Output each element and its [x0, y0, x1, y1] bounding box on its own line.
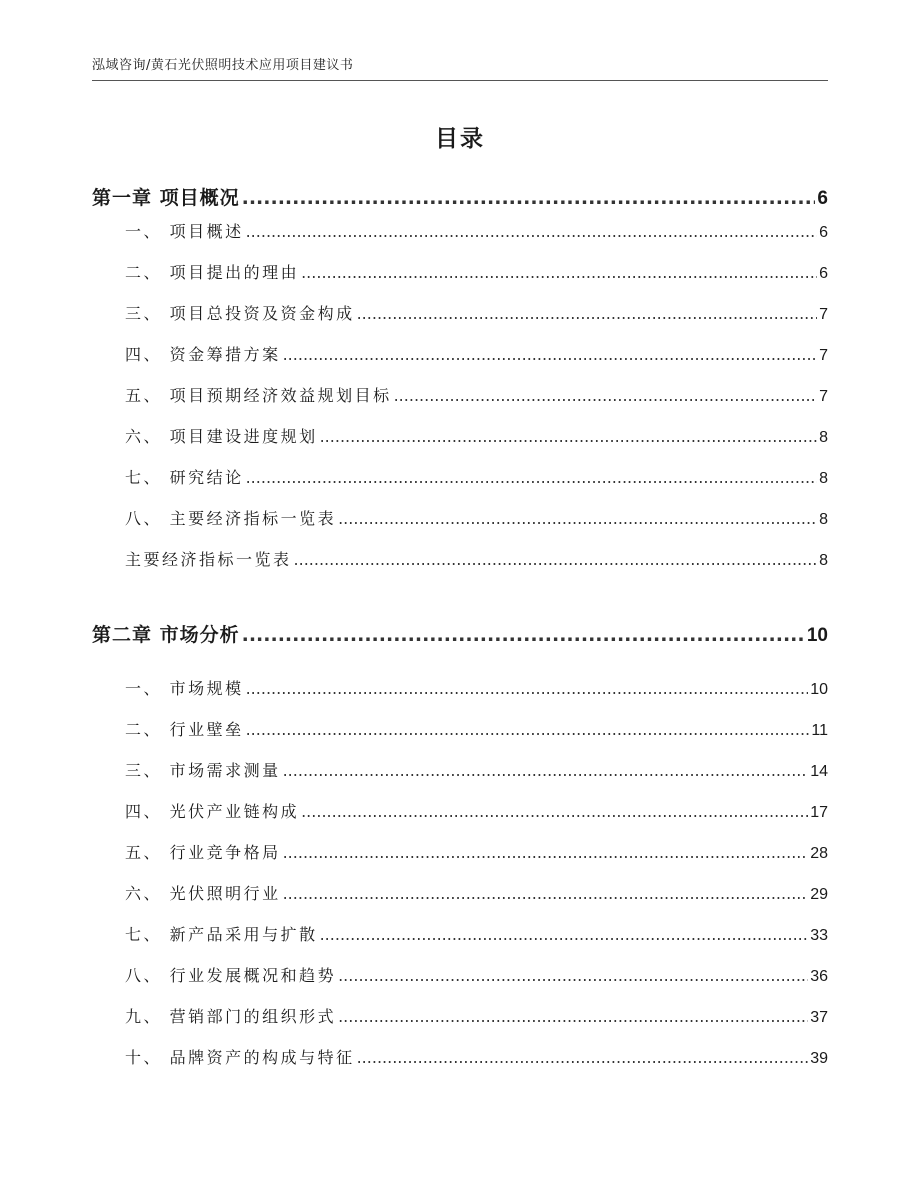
dot-leader — [294, 550, 818, 569]
toc-entry-section[interactable] — [125, 547, 828, 570]
toc-page-number: 7 — [819, 347, 828, 364]
toc-entry-section[interactable] — [125, 1045, 828, 1068]
toc-page-number: 6 — [819, 224, 828, 241]
toc-entry-label: 主要经济指标一览表 — [125, 550, 292, 569]
dot-leader — [320, 427, 818, 446]
dot-leader — [301, 802, 808, 821]
dot-leader — [283, 884, 809, 903]
toc-page-number: 29 — [810, 886, 828, 903]
toc-entry-section[interactable] — [125, 1004, 828, 1027]
toc-entry-label: 四、 光伏产业链构成 — [125, 802, 300, 821]
toc-entry-label: 一、 项目概述 — [125, 222, 244, 241]
toc-entry-section[interactable] — [125, 881, 828, 904]
dot-leader — [338, 966, 808, 985]
dot-leader — [246, 720, 810, 739]
toc-entry-label: 六、 项目建设进度规划 — [125, 427, 318, 446]
toc-entry-section[interactable] — [125, 676, 828, 699]
toc-page-number: 8 — [819, 429, 828, 446]
toc-entry-section[interactable] — [125, 840, 828, 863]
toc-page-number: 8 — [819, 552, 828, 569]
toc-entry-label: 七、 新产品采用与扩散 — [125, 925, 318, 944]
toc-entry-label: 四、 资金筹措方案 — [125, 345, 281, 364]
toc-entry-label: 五、 行业竞争格局 — [125, 843, 281, 862]
dot-leader — [301, 263, 817, 282]
dot-leader — [283, 761, 809, 780]
toc-entry-section[interactable] — [125, 424, 828, 447]
dot-leader — [338, 1007, 808, 1026]
dot-leader — [283, 843, 809, 862]
dot-leader — [320, 925, 809, 944]
toc-entry-label: 九、 营销部门的组织形式 — [125, 1007, 337, 1026]
toc-page-number: 28 — [810, 845, 828, 862]
toc-entry-label: 三、 项目总投资及资金构成 — [125, 304, 355, 323]
toc-page-number: 8 — [819, 511, 828, 528]
toc-entry-section[interactable] — [125, 219, 828, 242]
toc-page-number: 17 — [810, 804, 828, 821]
toc-page-number: 7 — [819, 388, 828, 405]
dot-leader — [246, 222, 818, 241]
header-divider — [92, 80, 828, 81]
toc-page-number: 10 — [806, 625, 828, 646]
toc-entry-label: 五、 项目预期经济效益规划目标 — [125, 386, 392, 405]
toc-entry-label: 二、 项目提出的理由 — [125, 263, 300, 282]
toc-entry-label: 十、 品牌资产的构成与特征 — [125, 1048, 355, 1067]
toc-entry-label: 八、 主要经济指标一览表 — [125, 509, 337, 528]
toc-page-number: 6 — [819, 265, 828, 282]
toc-entry-label: 三、 市场需求测量 — [125, 761, 281, 780]
toc-entry-section[interactable] — [125, 506, 828, 529]
toc-entry-section[interactable] — [125, 963, 828, 986]
toc-page-number: 8 — [819, 470, 828, 487]
toc-page-number: 10 — [810, 681, 828, 698]
toc-entry-section[interactable] — [125, 922, 828, 945]
running-header: 泓域咨询/黄石光伏照明技术应用项目建议书 — [92, 58, 354, 73]
toc-entry-chapter[interactable] — [92, 183, 828, 210]
toc-page-number: 37 — [810, 1009, 828, 1026]
toc-entry-section[interactable] — [125, 342, 828, 365]
dot-leader — [357, 304, 818, 323]
toc-page-number: 39 — [810, 1050, 828, 1067]
toc-entry-label: 八、 行业发展概况和趋势 — [125, 966, 337, 985]
dot-leader — [357, 1048, 809, 1067]
dot-leader — [242, 187, 816, 209]
toc-entry-section[interactable] — [125, 717, 828, 740]
toc-page-number: 36 — [810, 968, 828, 985]
toc-entry-section[interactable] — [125, 799, 828, 822]
toc-entry-section[interactable] — [125, 260, 828, 283]
toc-page-number: 14 — [810, 763, 828, 780]
dot-leader — [246, 468, 818, 487]
toc-entry-section[interactable] — [125, 301, 828, 324]
dot-leader — [394, 386, 818, 405]
dot-leader — [242, 624, 805, 646]
toc-page-number: 7 — [819, 306, 828, 323]
toc-title: 目录 — [435, 126, 485, 152]
toc-page-number: 11 — [811, 722, 828, 739]
toc-entry-section[interactable] — [125, 758, 828, 781]
toc-entry-label: 一、 市场规模 — [125, 679, 244, 698]
toc-page-number: 6 — [817, 188, 828, 209]
toc-entry-label: 第一章 项目概况 — [92, 187, 240, 209]
toc-entry-label: 六、 光伏照明行业 — [125, 884, 281, 903]
dot-leader — [338, 509, 817, 528]
toc-entry-chapter[interactable] — [92, 620, 828, 647]
toc-entry-label: 第二章 市场分析 — [92, 624, 240, 646]
toc-entry-label: 二、 行业壁垒 — [125, 720, 244, 739]
dot-leader — [283, 345, 818, 364]
toc-page-number: 33 — [810, 927, 828, 944]
toc-entry-section[interactable] — [125, 465, 828, 488]
dot-leader — [246, 679, 809, 698]
toc-entry-section[interactable] — [125, 383, 828, 406]
toc-entry-label: 七、 研究结论 — [125, 468, 244, 487]
